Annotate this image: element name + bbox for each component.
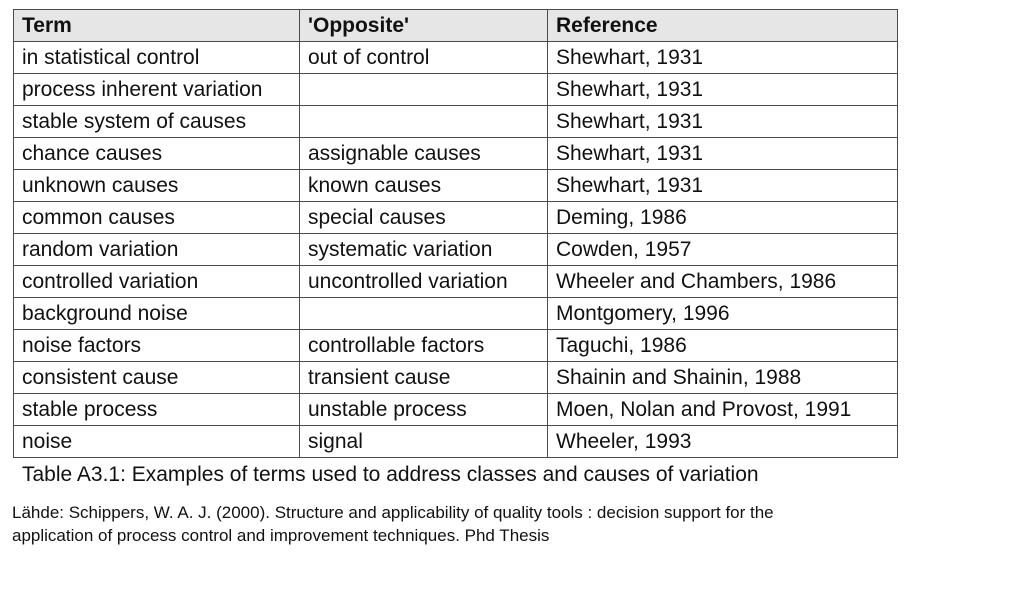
table-row bbox=[14, 298, 898, 330]
reference-cell: Moen, Nolan and Provost, 1991 bbox=[548, 394, 898, 426]
term-cell: noise bbox=[14, 426, 300, 458]
source-citation bbox=[12, 501, 972, 547]
term-cell: in statistical control bbox=[14, 42, 300, 74]
opposite-cell bbox=[300, 106, 548, 138]
term-cell: chance causes bbox=[14, 138, 300, 170]
reference-cell: Shewhart, 1931 bbox=[548, 106, 898, 138]
source-citation-line-1: Lähde: Schippers, W. A. J. (2000). Structure and applicability of quality tools : decision support for the bbox=[12, 503, 774, 522]
opposite-cell: known causes bbox=[300, 170, 548, 202]
table-row bbox=[14, 138, 898, 170]
term-cell: stable system of causes bbox=[14, 106, 300, 138]
reference-cell: Montgomery, 1996 bbox=[548, 298, 898, 330]
opposite-cell: transient cause bbox=[300, 362, 548, 394]
table-row bbox=[14, 266, 898, 298]
term-cell: unknown causes bbox=[14, 170, 300, 202]
term-cell: random variation bbox=[14, 234, 300, 266]
term-cell: background noise bbox=[14, 298, 300, 330]
table-row bbox=[14, 42, 898, 74]
reference-cell: Wheeler and Chambers, 1986 bbox=[548, 266, 898, 298]
reference-cell: Taguchi, 1986 bbox=[548, 330, 898, 362]
reference-cell: Shewhart, 1931 bbox=[548, 74, 898, 106]
table-row bbox=[14, 170, 898, 202]
table-row bbox=[14, 394, 898, 426]
column-header-reference: Reference bbox=[548, 10, 898, 42]
opposite-cell bbox=[300, 298, 548, 330]
table-row bbox=[14, 426, 898, 458]
table-header-row bbox=[14, 10, 898, 42]
table-row bbox=[14, 106, 898, 138]
reference-cell: Deming, 1986 bbox=[548, 202, 898, 234]
opposite-cell bbox=[300, 74, 548, 106]
term-cell: process inherent variation bbox=[14, 74, 300, 106]
opposite-cell: assignable causes bbox=[300, 138, 548, 170]
table-body bbox=[14, 42, 898, 458]
term-cell: noise factors bbox=[14, 330, 300, 362]
reference-cell: Wheeler, 1993 bbox=[548, 426, 898, 458]
term-cell: common causes bbox=[14, 202, 300, 234]
term-cell: stable process bbox=[14, 394, 300, 426]
reference-cell: Shewhart, 1931 bbox=[548, 138, 898, 170]
reference-cell: Shewhart, 1931 bbox=[548, 170, 898, 202]
reference-cell: Cowden, 1957 bbox=[548, 234, 898, 266]
table-caption: Table A3.1: Examples of terms used to address classes and causes of variation bbox=[22, 463, 759, 486]
opposite-cell: special causes bbox=[300, 202, 548, 234]
opposite-cell: signal bbox=[300, 426, 548, 458]
source-citation-line-2: application of process control and improvement techniques. Phd Thesis bbox=[12, 526, 550, 545]
reference-cell: Shainin and Shainin, 1988 bbox=[548, 362, 898, 394]
opposite-cell: uncontrolled variation bbox=[300, 266, 548, 298]
term-cell: consistent cause bbox=[14, 362, 300, 394]
reference-cell: Shewhart, 1931 bbox=[548, 42, 898, 74]
term-cell: controlled variation bbox=[14, 266, 300, 298]
opposite-cell: systematic variation bbox=[300, 234, 548, 266]
table-row bbox=[14, 234, 898, 266]
table-row bbox=[14, 74, 898, 106]
opposite-cell: controllable factors bbox=[300, 330, 548, 362]
table-row bbox=[14, 202, 898, 234]
opposite-cell: unstable process bbox=[300, 394, 548, 426]
table-row bbox=[14, 330, 898, 362]
table-row bbox=[14, 362, 898, 394]
column-header-term: Term bbox=[14, 10, 300, 42]
variation-terms-table bbox=[13, 9, 898, 458]
opposite-cell: out of control bbox=[300, 42, 548, 74]
column-header-opposite: 'Opposite' bbox=[300, 10, 548, 42]
